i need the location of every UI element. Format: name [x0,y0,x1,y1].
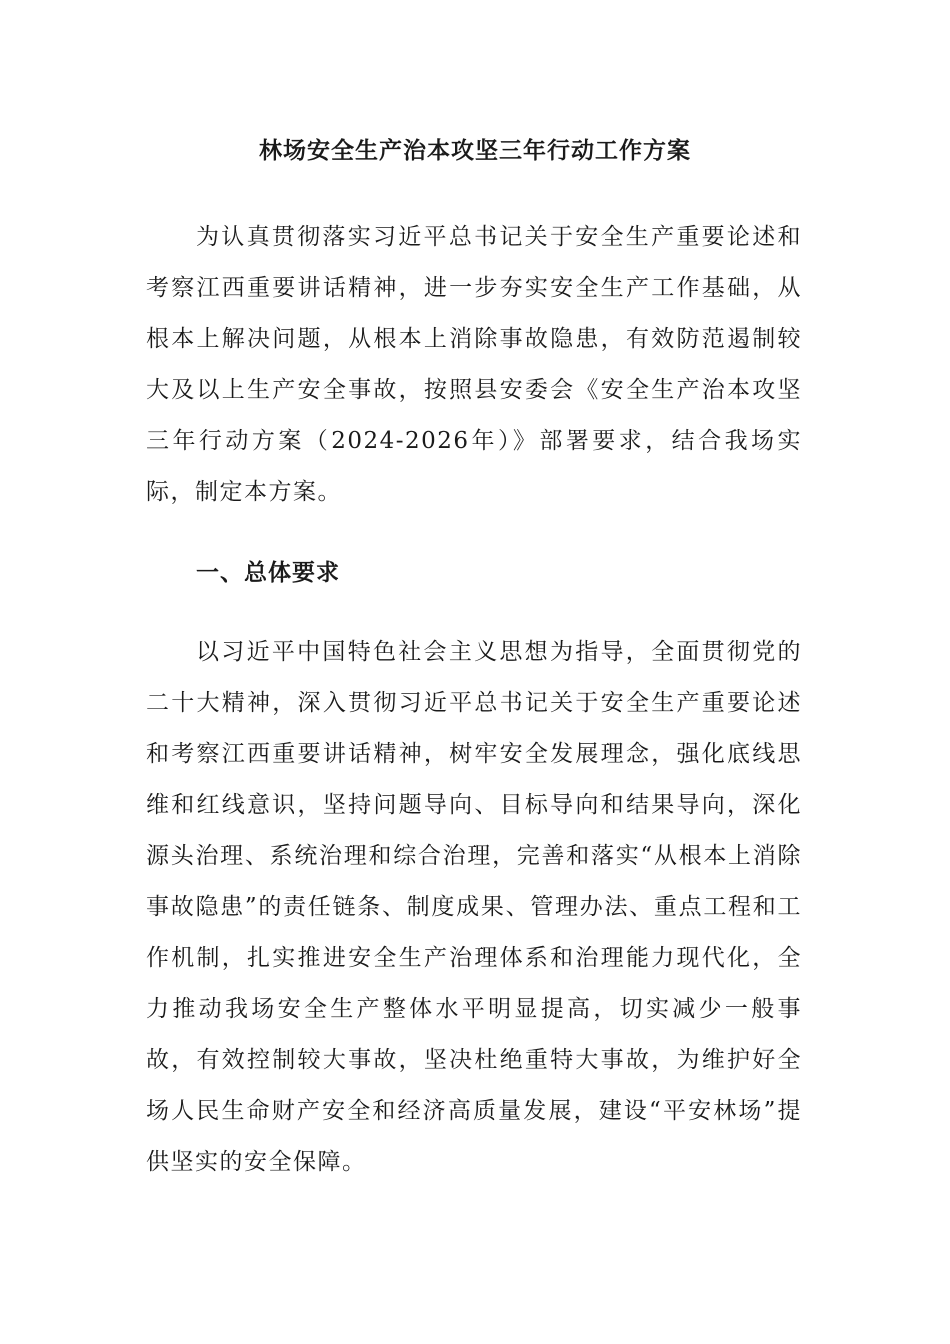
intro-paragraph: 为认真贯彻落实习近平总书记关于安全生产重要论述和考察江西重要讲话精神，进一步夯实安全生产工作基础，从根本上解决问题，从根本上消除事故隐患，有效防范遏制较大及以上生产安全事故，按照县安委会《安全生产治本攻坚三年行动方案（2024-2026年）》部署要求，结合我场实际，制定本方案。 [146,224,802,505]
section-paragraph-general-requirements: 以习近平中国特色社会主义思想为指导，全面贯彻党的二十大精神，深入贯彻习近平总书记关于安全生产重要论述和考察江西重要讲话精神，树牢安全发展理念，强化底线思维和红线意识，坚持问题导向、目标导向和结果导向，深化源头治理、系统治理和综合治理，完善和落实“从根本上消除事故隐患”的责任链条、制度成果、管理办法、重点工程和工作机制，扎实推进安全生产治理体系和治理能力现代化，全力推动我场安全生产整体水平明显提高，切实减少一般事故，有效控制较大事故，坚决杜绝重特大事故，为维护好全场人民生命财产安全和经济高质量发展，建设“平安林场”提供坚实的安全保障。 [146,639,802,1175]
section-heading-general-requirements: 一、总体要求 [196,560,340,586]
document-title: 林场安全生产治本攻坚三年行动工作方案 [259,138,691,164]
